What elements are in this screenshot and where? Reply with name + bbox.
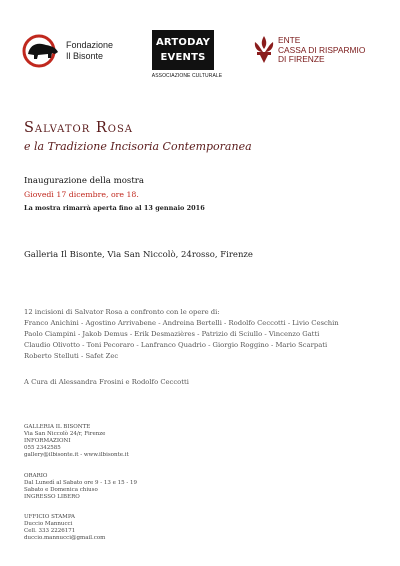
- info-heading: INFORMAZIONI: [24, 438, 71, 444]
- artist-line: Roberto Stelluti - Safet Zec: [24, 352, 119, 360]
- exhibition-title: Salvator Rosa: [24, 120, 134, 136]
- opening-hours-block: [24, 473, 137, 501]
- artist-line: Claudio Olivotto - Toni Pecoraro - Lanfranco Quadrio - Giorgio Roggino - Mario Scarpati: [24, 341, 328, 349]
- intro-text: 12 incisioni di Salvator Rosa a confronto con le opere di:: [24, 308, 220, 316]
- opening-date: Giovedì 17 dicembre, ore 18.: [24, 190, 139, 199]
- ente-line2: CASSA DI RISPARMIO: [278, 44, 366, 55]
- inauguration-label: Inaugurazione della mostra: [24, 176, 145, 186]
- artoday-logo-box: [152, 30, 214, 70]
- closing-date-note: La mostra rimarrà aperta fino al 13 gennaio 2016: [24, 204, 205, 212]
- bison-icon: [22, 34, 62, 68]
- curators-credit: A Cura di Alessandra Frosini e Rodolfo Ceccotti: [24, 378, 189, 386]
- gallery-address: Via San Niccolò 24/r, Firenze: [24, 431, 106, 437]
- gallery-phone: 055 2342585: [24, 445, 61, 451]
- fondazione-bisonte-logo: [22, 34, 132, 70]
- exhibition-subtitle: e la Tradizione Incisoria Contemporanea: [24, 140, 252, 153]
- free-entry: INGRESSO LIBERO: [24, 494, 80, 500]
- press-email-link[interactable]: duccio.mannucci@gmail.com: [24, 535, 106, 541]
- lily-emblem-icon: [252, 34, 276, 64]
- press-phone: Cell. 333 2226171: [24, 528, 76, 534]
- artoday-line2: EVENTS: [160, 52, 206, 63]
- artist-line: Franco Anichini - Agostino Arrivabene - Andreina Bertelli - Rodolfo Ceccotti - Livio Ceschin: [24, 319, 339, 327]
- artoday-events-logo: [146, 22, 228, 80]
- artoday-line1: ARTODAY: [155, 37, 211, 48]
- gallery-contact-link[interactable]: gallery@ilbisonte.it - www.ilbisonte.it: [24, 452, 129, 458]
- gallery-name: GALLERIA IL BISONTE: [24, 424, 91, 430]
- hours-weekend: Sabato e Domenica chiuso: [24, 487, 98, 493]
- bisonte-line2: Il Bisonte: [66, 51, 104, 61]
- gallery-info-block: [24, 424, 129, 459]
- bisonte-logo-text: [66, 40, 136, 62]
- artist-line: Paolo Ciampini - Jakob Demus - Erik Desmazières - Patrizio di Sciullo - Vincenzo Gatti: [24, 330, 320, 338]
- hours-heading: ORARIO: [24, 473, 48, 479]
- hours-weekday: Dal Lunedì al Sabato ore 9 - 13 e 15 - 19: [24, 480, 138, 486]
- ente-line3: DI FIRENZE: [278, 54, 325, 64]
- press-heading: UFFICIO STAMPA: [24, 514, 75, 520]
- artist-list: [24, 318, 339, 362]
- bisonte-line1: Fondazione: [66, 40, 114, 50]
- venue-address: Galleria Il Bisonte, Via San Niccolò, 24rosso, Firenze: [24, 250, 253, 260]
- press-office-block: [24, 514, 105, 542]
- artoday-subtitle: ASSOCIAZIONE CULTURALE: [151, 73, 223, 79]
- ente-line1: ENTE: [278, 35, 301, 45]
- ente-cassa-risparmio-logo: [252, 34, 382, 68]
- press-contact-name: Duccio Mannucci: [24, 521, 73, 527]
- ente-logo-text: [278, 36, 383, 65]
